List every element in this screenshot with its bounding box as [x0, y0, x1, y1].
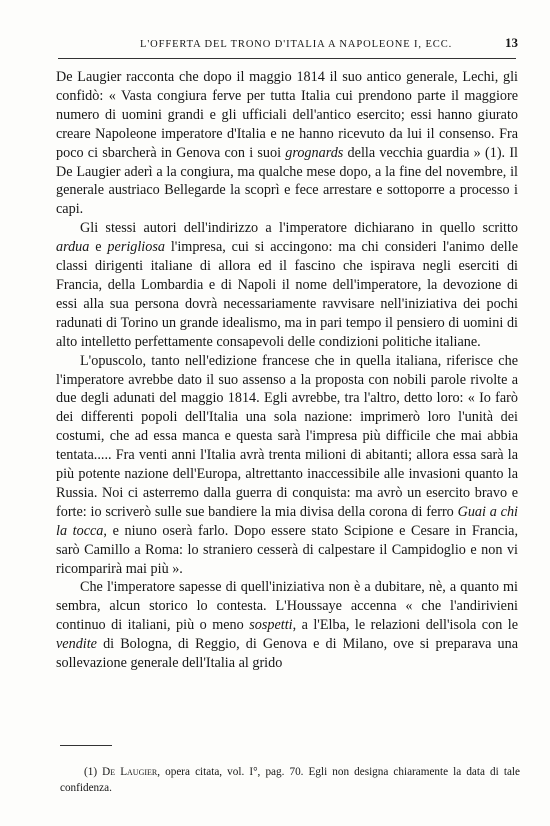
footnote-author: De Laugier: [102, 766, 158, 778]
page-number: 13: [505, 35, 518, 50]
text-run: , a l'Elba, le relazioni dell'isola con le: [292, 617, 518, 634]
footnote-body: , opera citata, vol. I°, pag. 70. Egli non designa chiaramente la data di tale confidenza.: [60, 766, 520, 794]
footnote-text: [60, 764, 520, 796]
text-run: di Bologna, di Reggio, di Genova e di Milano, ove si preparava una sollevazione generale dell'Italia al grido: [56, 636, 518, 672]
text-run: L'opuscolo, tanto nell'edizione francese che in quella italiana, riferisce che l'imperatore avrebbe dato il suo assenso a la proposta con nobili parole rivolte a due degli adunati del maggio 1814. Egli avrebbe, tra l'altro, detto loro: « Io farò dei differenti popoli dell'Italia una sola nazione: imprimerò loro l'unità dei costumi, che ad essa manca e questa sarà l'impresa più difficile che mai abbia tentata..... Fra venti anni l'Italia avrà trenta milioni di abitanti; allora essa sarà la più potente nazione dell'Europa, altrettanto inaccessibile alle invasioni quanto la Russia. Noi ci asterremo dalla guerra di conquista: ma avrò un esercito bravo e forte: io scriverò sulle sue bandiere la mia divisa della corona di ferro: [56, 352, 518, 520]
text-run: Che l'imperatore sapesse di quell'iniziativa non è a dubitare, nè, a quanto mi sembra, alcun storico lo contesta. L'Houssaye accenna « che l'andirivieni continuo di italiani, più o meno: [56, 579, 518, 634]
italic-text: Guai a chi la tocca: [56, 503, 518, 539]
text-run: De Laugier racconta che dopo il maggio 1814 il suo antico generale, Lechi, gli confidò: « Vasta congiura ferve per tutta Italia cui prendono parte il maggiore numero di uomini grandi e gli ufficiali dell'antico esercito; essi hanno giurato creare Napoleone imperatore d'Italia e ne hanno ricevuto da lui il consenso. Fra poco ci sbarcherà in Genova con i suoi: [56, 69, 518, 161]
footnote-marker: (1): [84, 766, 98, 778]
footnote: [60, 764, 520, 796]
italic-text: perigliosa: [107, 239, 165, 256]
body-text: [56, 68, 518, 673]
paragraph-p3: [56, 352, 518, 579]
paragraph-p2: [56, 219, 518, 351]
running-header: [60, 33, 518, 57]
running-title: L'OFFERTA DEL TRONO D'ITALIA A NAPOLEONE I, ECC.: [140, 39, 453, 50]
header-rule: [58, 58, 516, 59]
text-run: l'impresa, cui si accingono: ma chi consideri l'animo delle classi dirigenti italiane di allora ed il fascino che ispirava negli eserciti di Francia, della Lombardia e di Napoli il nome dell'imperatore, la devozione di essi alla sua persona dovrà necessariamente ravvisare nell'iniziativa dei pochi radunati di Torino un grande idealismo, ma in pari tempo il pensiero di uomini di alto intelletto perfettamente consapevoli delle condizioni politiche italiane.: [56, 239, 518, 350]
text-run: , e niuno oserà farlo. Dopo essere stato Scipione e Cesare in Francia, sarò Camillo a Roma: lo straniero cesserà di calpestare il Campidoglio e non vi ricomparirà mai più ».: [56, 522, 518, 577]
text-run: Gli stessi autori dell'indirizzo a l'imperatore dichiarano in quello scritto: [80, 220, 518, 237]
italic-text: sospetti: [249, 617, 293, 634]
paragraph-p1: [56, 68, 518, 219]
text-run: della vecchia guardia » (1). Il De Laugier aderì a la congiura, ma qualche mese dopo, a la fine del novembre, il generale austriaco Bellegarde la scoprì e fece arrestare e sottoporre a processo i capi.: [56, 144, 518, 218]
italic-text: grognards: [285, 144, 344, 161]
paragraph-p4: [56, 578, 518, 673]
italic-text: ardua: [56, 239, 90, 256]
italic-text: vendite: [56, 636, 97, 653]
text-run: e: [89, 239, 108, 256]
footnote-rule: [60, 745, 112, 746]
